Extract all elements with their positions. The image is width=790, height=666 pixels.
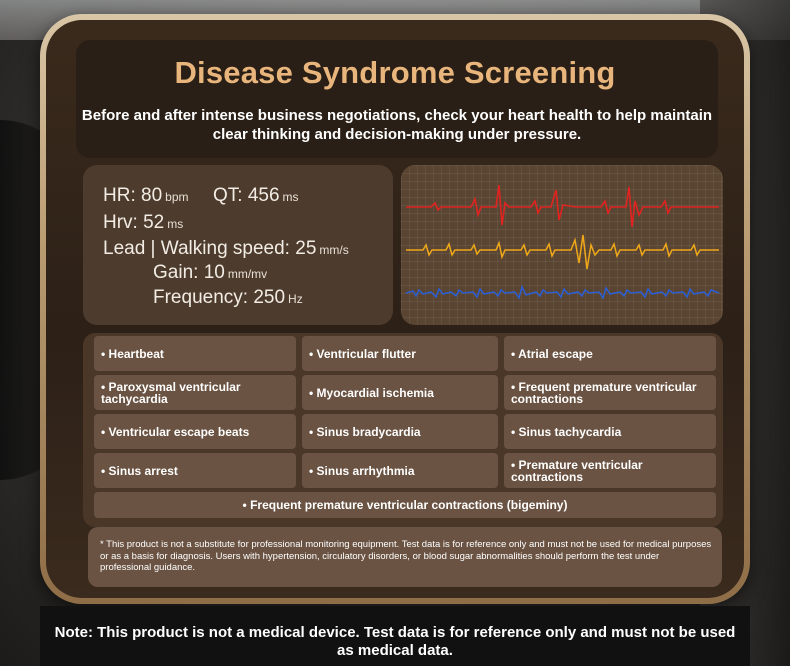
condition-item: • Atrial escape	[504, 336, 716, 371]
frequency-stat	[153, 287, 303, 309]
ecg-trace-red	[406, 185, 719, 227]
condition-item: • Frequent premature ventricular contractions (bigeminy)	[94, 492, 716, 518]
hrv-stat	[103, 212, 183, 234]
gain-unit: mm/mv	[227, 267, 268, 281]
disclaimer-text: * This product is not a substitute for professional monitoring equipment. Test data is for reference only and must not be used for medical purposes or as a basis for diagnosis. Users with hypertension, circulatory disorders, or blood sugar abnormalities should perform the test under professional guidance.	[100, 539, 712, 573]
hrv-value: 52	[143, 212, 165, 233]
gain-label: Gain:	[153, 262, 199, 283]
stats-panel	[83, 165, 393, 325]
disclaimer-panel	[88, 527, 722, 587]
condition-item: • Sinus tachycardia	[504, 414, 716, 449]
hrv-label: Hrv:	[103, 212, 138, 233]
condition-item: • Heartbeat	[94, 336, 296, 371]
condition-item: • Myocardial ischemia	[302, 375, 498, 410]
condition-item: • Sinus arrhythmia	[302, 453, 498, 488]
gain-stat	[153, 262, 267, 284]
condition-item: • Premature ventricular contractions	[504, 453, 716, 488]
page-subtitle: Before and after intense business negotiations, check your heart health to help maintain clear thinking and decision-making under pressure.	[81, 107, 713, 143]
gain-value: 10	[203, 262, 225, 283]
frequency-unit: Hz	[288, 292, 303, 306]
condition-item: • Sinus arrest	[94, 453, 296, 488]
ecg-waveform-panel	[401, 165, 723, 325]
page-title: Disease Syndrome Screening	[174, 55, 616, 90]
hr-stat	[103, 185, 189, 207]
lead-value: 25	[295, 238, 317, 259]
hr-unit: bpm	[165, 190, 189, 204]
lead-unit: mm/s	[319, 243, 349, 257]
frequency-value: 250	[253, 287, 286, 308]
qt-stat	[213, 185, 299, 207]
hr-value: 80	[141, 185, 163, 206]
condition-item: • Ventricular escape beats	[94, 414, 296, 449]
condition-item: • Paroxysmal ventricular tachycardia	[94, 375, 296, 410]
condition-item: • Frequent premature ventricular contractions	[504, 375, 716, 410]
device-screen	[46, 20, 744, 598]
hr-label: HR:	[103, 185, 136, 206]
lead-label: Lead | Walking speed:	[103, 238, 290, 259]
condition-item: • Ventricular flutter	[302, 336, 498, 371]
note-text: Note: This product is not a medical device. Test data is for reference only and must not be used as medical data.	[54, 624, 736, 659]
ecg-trace-orange	[406, 235, 719, 269]
frequency-label: Frequency:	[153, 287, 249, 308]
condition-item: • Sinus bradycardia	[302, 414, 498, 449]
device-frame	[40, 14, 750, 604]
ecg-waveform-graphic	[401, 165, 723, 325]
qt-unit: ms	[282, 190, 299, 204]
qt-value: 456	[247, 185, 280, 206]
ecg-trace-blue	[406, 287, 719, 298]
lead-stat	[103, 238, 349, 260]
hrv-unit: ms	[167, 217, 184, 231]
note-bar	[40, 606, 750, 666]
qt-label: QT:	[213, 185, 243, 206]
